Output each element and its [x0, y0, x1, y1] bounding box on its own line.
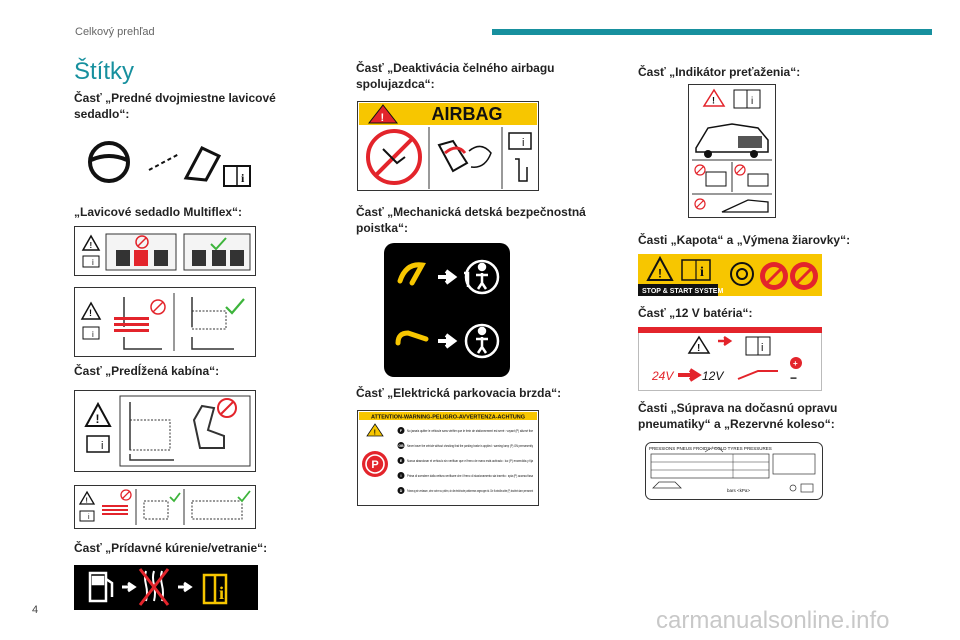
svg-text:i: i: [101, 440, 104, 452]
svg-text:i: i: [92, 330, 94, 339]
battery-label: [638, 327, 822, 391]
multiflex-label-2: [74, 287, 256, 357]
parking-header: ATTENTION-WARNING-PELIGRO-AVVERTENZA-ACHTUNG: [370, 414, 526, 421]
language-code: F: [399, 429, 403, 433]
multiflex-label-1: [74, 226, 256, 276]
parking-warning-line: Prima di scendere dalla vettura verificare che il freno di stazionamento sia inserito : spia (P) accesa fissa: [407, 473, 534, 478]
svg-text:!: !: [658, 266, 662, 281]
svg-text:i: i: [92, 258, 94, 267]
svg-text:i: i: [88, 514, 90, 521]
stop-start-label: [638, 254, 822, 296]
battery-24v: 24V: [652, 369, 674, 383]
svg-text:i: i: [751, 96, 754, 107]
extended-cab-label: [74, 390, 256, 472]
svg-text:i: i: [700, 265, 704, 280]
caption-battery: Časť „12 V batéria“:: [638, 306, 753, 320]
language-code: D: [399, 489, 403, 493]
battery-12v: 12V: [702, 369, 724, 383]
overload-label: [688, 84, 776, 218]
page-number: 4: [32, 604, 39, 616]
parking-brake-label: [357, 410, 539, 506]
parking-warning-line: Never leave the vehicle without checking that the parking brake is applied : warning lamp (P) ON permanently: [407, 443, 533, 448]
caption-airbag: Časť „Deaktivácia čelného airbagu spolujazdca“:: [356, 61, 555, 91]
caption-extended-cab: Časť „Predĺžená kabína“:: [74, 364, 220, 378]
svg-text:!: !: [89, 308, 92, 318]
caption-aux-heating: Časť „Prídavné kúrenie/vetranie“:: [74, 541, 268, 555]
svg-text:i: i: [522, 137, 525, 149]
svg-text:!: !: [85, 497, 88, 505]
extended-cab-label-2: [74, 485, 256, 529]
language-code: E: [399, 459, 403, 463]
running-header: Celkový prehľad: [75, 26, 155, 38]
svg-text:+: +: [793, 359, 798, 368]
front-bench-label: [74, 138, 254, 188]
svg-text:i: i: [761, 342, 764, 354]
svg-text:i: i: [241, 171, 245, 185]
parking-warning-line: Fahrzeug nie verlassen, ohne vorher zu prüfen, ob die elektrische parkbremse angezogen ist. Die Kontrollleuchte (P) leuchtet dann permanent: [407, 488, 534, 493]
caption-multiflex: „Lavicové sedadlo Multiflex“:: [74, 205, 243, 219]
stop-start-text: STOP & START SYSTEM: [642, 288, 724, 295]
caption-tyre-kit: Časti „Súprava na dočasnú opravu pneumatiky“ a „Rezervné koleso“:: [638, 401, 838, 431]
child-lock-label: [384, 243, 510, 377]
airbag-label: [357, 101, 539, 191]
parking-warning-line: No jamais quitter le véhicule sans vérifier que le frein de stationnement est serré : voyant (P) allumé fixe: [407, 428, 534, 433]
language-code: I: [400, 474, 402, 478]
svg-text:!: !: [697, 343, 701, 354]
svg-text:!: !: [373, 429, 376, 437]
svg-text:!: !: [380, 112, 385, 124]
svg-text:P: P: [371, 459, 379, 471]
watermark: carmanualsonline.info: [656, 607, 890, 634]
tyre-header: PRESSIONS PNEUS FROIDS / COLD TYRES PRESSURES: [649, 446, 772, 451]
language-code: GB: [398, 444, 404, 448]
caption-child-lock: Časť „Mechanická detská bezpečnostná poistka“:: [356, 205, 586, 235]
caption-bonnet: Časti „Kapota“ a „Výmena žiarovky“:: [638, 233, 851, 247]
page-title: Štítky: [74, 58, 135, 85]
svg-text:i: i: [219, 583, 225, 603]
header-accent-bar: [492, 29, 932, 35]
caption-overload: Časť „Indikátor preťaženia“:: [638, 65, 801, 79]
caption-parking-brake: Časť „Elektrická parkovacia brzda“:: [356, 386, 562, 400]
svg-text:!: !: [89, 241, 93, 250]
caption-front-bench: Časť „Predné dvojmiestne lavicové sedadlo“:: [74, 91, 276, 121]
svg-text:−: −: [790, 371, 798, 385]
svg-text:!: !: [712, 95, 715, 106]
aux-heating-label: [74, 565, 258, 610]
parking-warning-line: Nunca abandonar el vehículo sin verificar que el freno de mano está activado : luz (P) encendida y fija: [407, 458, 534, 463]
airbag-title: AIRBAG: [431, 104, 503, 124]
svg-text:!: !: [95, 412, 100, 426]
tyre-pressure-label: [645, 442, 823, 500]
tyre-bars: bars <kPa>: [727, 488, 751, 493]
